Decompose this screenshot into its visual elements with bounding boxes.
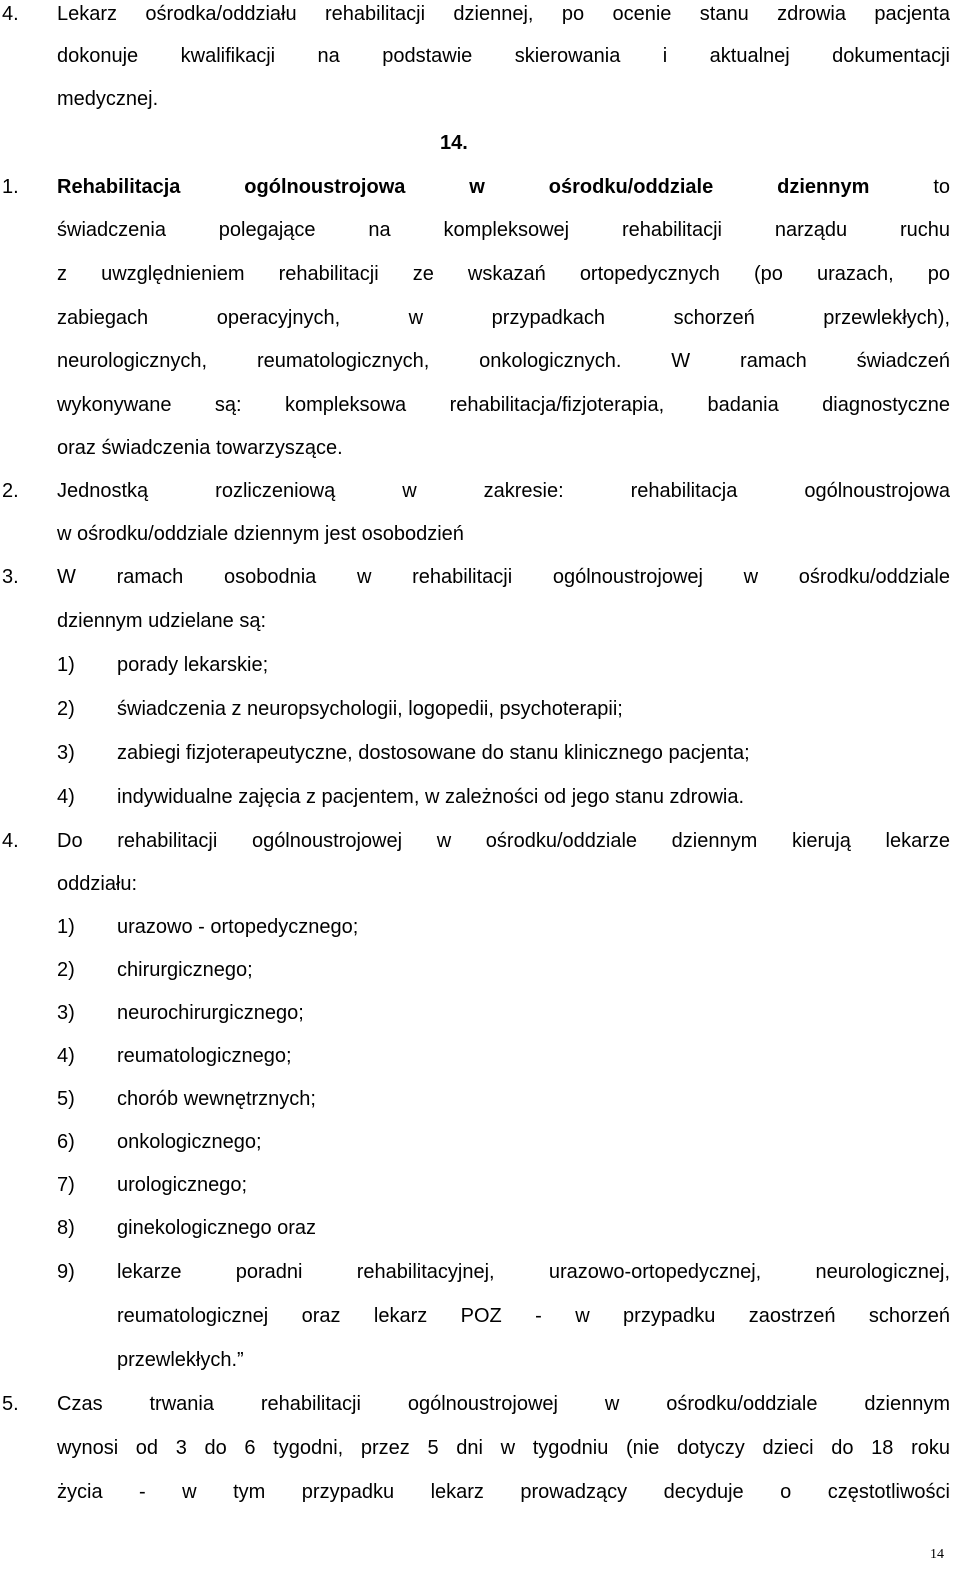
prev-item-line: medycznej. bbox=[57, 88, 159, 110]
subitem-text: porady lekarskie; bbox=[117, 654, 269, 676]
subitem-number: 4) bbox=[57, 786, 75, 808]
item-line: w ośrodku/oddziale dziennym jest osobodzień bbox=[57, 523, 464, 545]
item-line: Do rehabilitacji ogólnoustrojowej w ośrodku/oddziale dziennym kierują lekarze bbox=[57, 830, 950, 852]
item-line: życia - w tym przypadku lekarz prowadzący decyduje o częstotliwości bbox=[57, 1481, 950, 1503]
item-line: świadczenia polegające na kompleksowej rehabilitacji narządu ruchu bbox=[57, 219, 950, 241]
subitem-text: przewlekłych.” bbox=[117, 1349, 244, 1371]
subitem-number: 5) bbox=[57, 1088, 75, 1110]
subitem-text: chirurgicznego; bbox=[117, 959, 253, 981]
item-line: neurologicznych, reumatologicznych, onkologicznych. W ramach świadczeń bbox=[57, 350, 950, 372]
subitem-text: reumatologicznej oraz lekarz POZ - w przypadku zaostrzeń schorzeń bbox=[117, 1305, 950, 1327]
section-heading: 14. bbox=[440, 132, 468, 154]
item-number: 1. bbox=[2, 176, 19, 198]
subitem-number: 7) bbox=[57, 1174, 75, 1196]
prev-item-line: dokonuje kwalifikacji na podstawie skierowania i aktualnej dokumentacji bbox=[57, 45, 950, 67]
subitem-number: 2) bbox=[57, 959, 75, 981]
subitem-text: ginekologicznego oraz bbox=[117, 1217, 317, 1239]
subitem-number: 4) bbox=[57, 1045, 75, 1067]
page-number: 14 bbox=[930, 1547, 944, 1562]
subitem-number: 8) bbox=[57, 1217, 75, 1239]
subitem-text: reumatologicznego; bbox=[117, 1045, 292, 1067]
item-line: oddziału: bbox=[57, 873, 138, 895]
subitem-text: neurochirurgicznego; bbox=[117, 1002, 304, 1024]
prev-item-number: 4. bbox=[2, 3, 19, 25]
subitem-number: 3) bbox=[57, 1002, 75, 1024]
subitem-text: urologicznego; bbox=[117, 1174, 248, 1196]
subitem-number: 6) bbox=[57, 1131, 75, 1153]
subitem-text: świadczenia z neuropsychologii, logopedii, psychoterapii; bbox=[117, 698, 623, 720]
item-1-first-line bbox=[57, 175, 950, 199]
item-number: 2. bbox=[2, 480, 19, 502]
item-number: 4. bbox=[2, 830, 19, 852]
item-line: Czas trwania rehabilitacji ogólnoustrojowej w ośrodku/oddziale dziennym bbox=[57, 1393, 950, 1415]
item-1-first-line-rest: to bbox=[933, 176, 950, 198]
subitem-text: zabiegi fizjoterapeutyczne, dostosowane do stanu klinicznego pacjenta; bbox=[117, 742, 750, 764]
item-line: zabiegach operacyjnych, w przypadkach schorzeń przewlekłych), bbox=[57, 307, 950, 329]
subitem-text: lekarze poradni rehabilitacyjnej, urazowo-ortopedycznej, neurologicznej, bbox=[117, 1261, 950, 1283]
prev-item-line: Lekarz ośrodka/oddziału rehabilitacji dziennej, po ocenie stanu zdrowia pacjenta bbox=[57, 3, 950, 25]
subitem-text: urazowo - ortopedycznego; bbox=[117, 916, 359, 938]
item-number: 5. bbox=[2, 1393, 19, 1415]
item-line: W ramach osobodnia w rehabilitacji ogólnoustrojowej w ośrodku/oddziale bbox=[57, 566, 950, 588]
item-line: wynosi od 3 do 6 tygodni, przez 5 dni w tygodniu (nie dotyczy dzieci do 18 roku bbox=[57, 1437, 950, 1459]
item-number: 3. bbox=[2, 566, 19, 588]
subitem-number: 3) bbox=[57, 742, 75, 764]
item-1-bold-title: Rehabilitacja ogólnoustrojowa w ośrodku/oddziale dziennym bbox=[57, 176, 870, 198]
subitem-text: indywidualne zajęcia z pacjentem, w zależności od jego stanu zdrowia. bbox=[117, 786, 745, 808]
item-line: Jednostką rozliczeniową w zakresie: rehabilitacja ogólnoustrojowa bbox=[57, 480, 950, 502]
subitem-number: 2) bbox=[57, 698, 75, 720]
item-line: z uwzględnieniem rehabilitacji ze wskazań ortopedycznych (po urazach, po bbox=[57, 263, 950, 285]
item-line: dziennym udzielane są: bbox=[57, 610, 267, 632]
subitem-text: onkologicznego; bbox=[117, 1131, 262, 1153]
item-line: oraz świadczenia towarzyszące. bbox=[57, 437, 343, 459]
subitem-number: 1) bbox=[57, 654, 75, 676]
subitem-text: chorób wewnętrznych; bbox=[117, 1088, 316, 1110]
subitem-number: 1) bbox=[57, 916, 75, 938]
subitem-number: 9) bbox=[57, 1261, 75, 1283]
item-line: wykonywane są: kompleksowa rehabilitacja/fizjoterapia, badania diagnostyczne bbox=[57, 394, 950, 416]
